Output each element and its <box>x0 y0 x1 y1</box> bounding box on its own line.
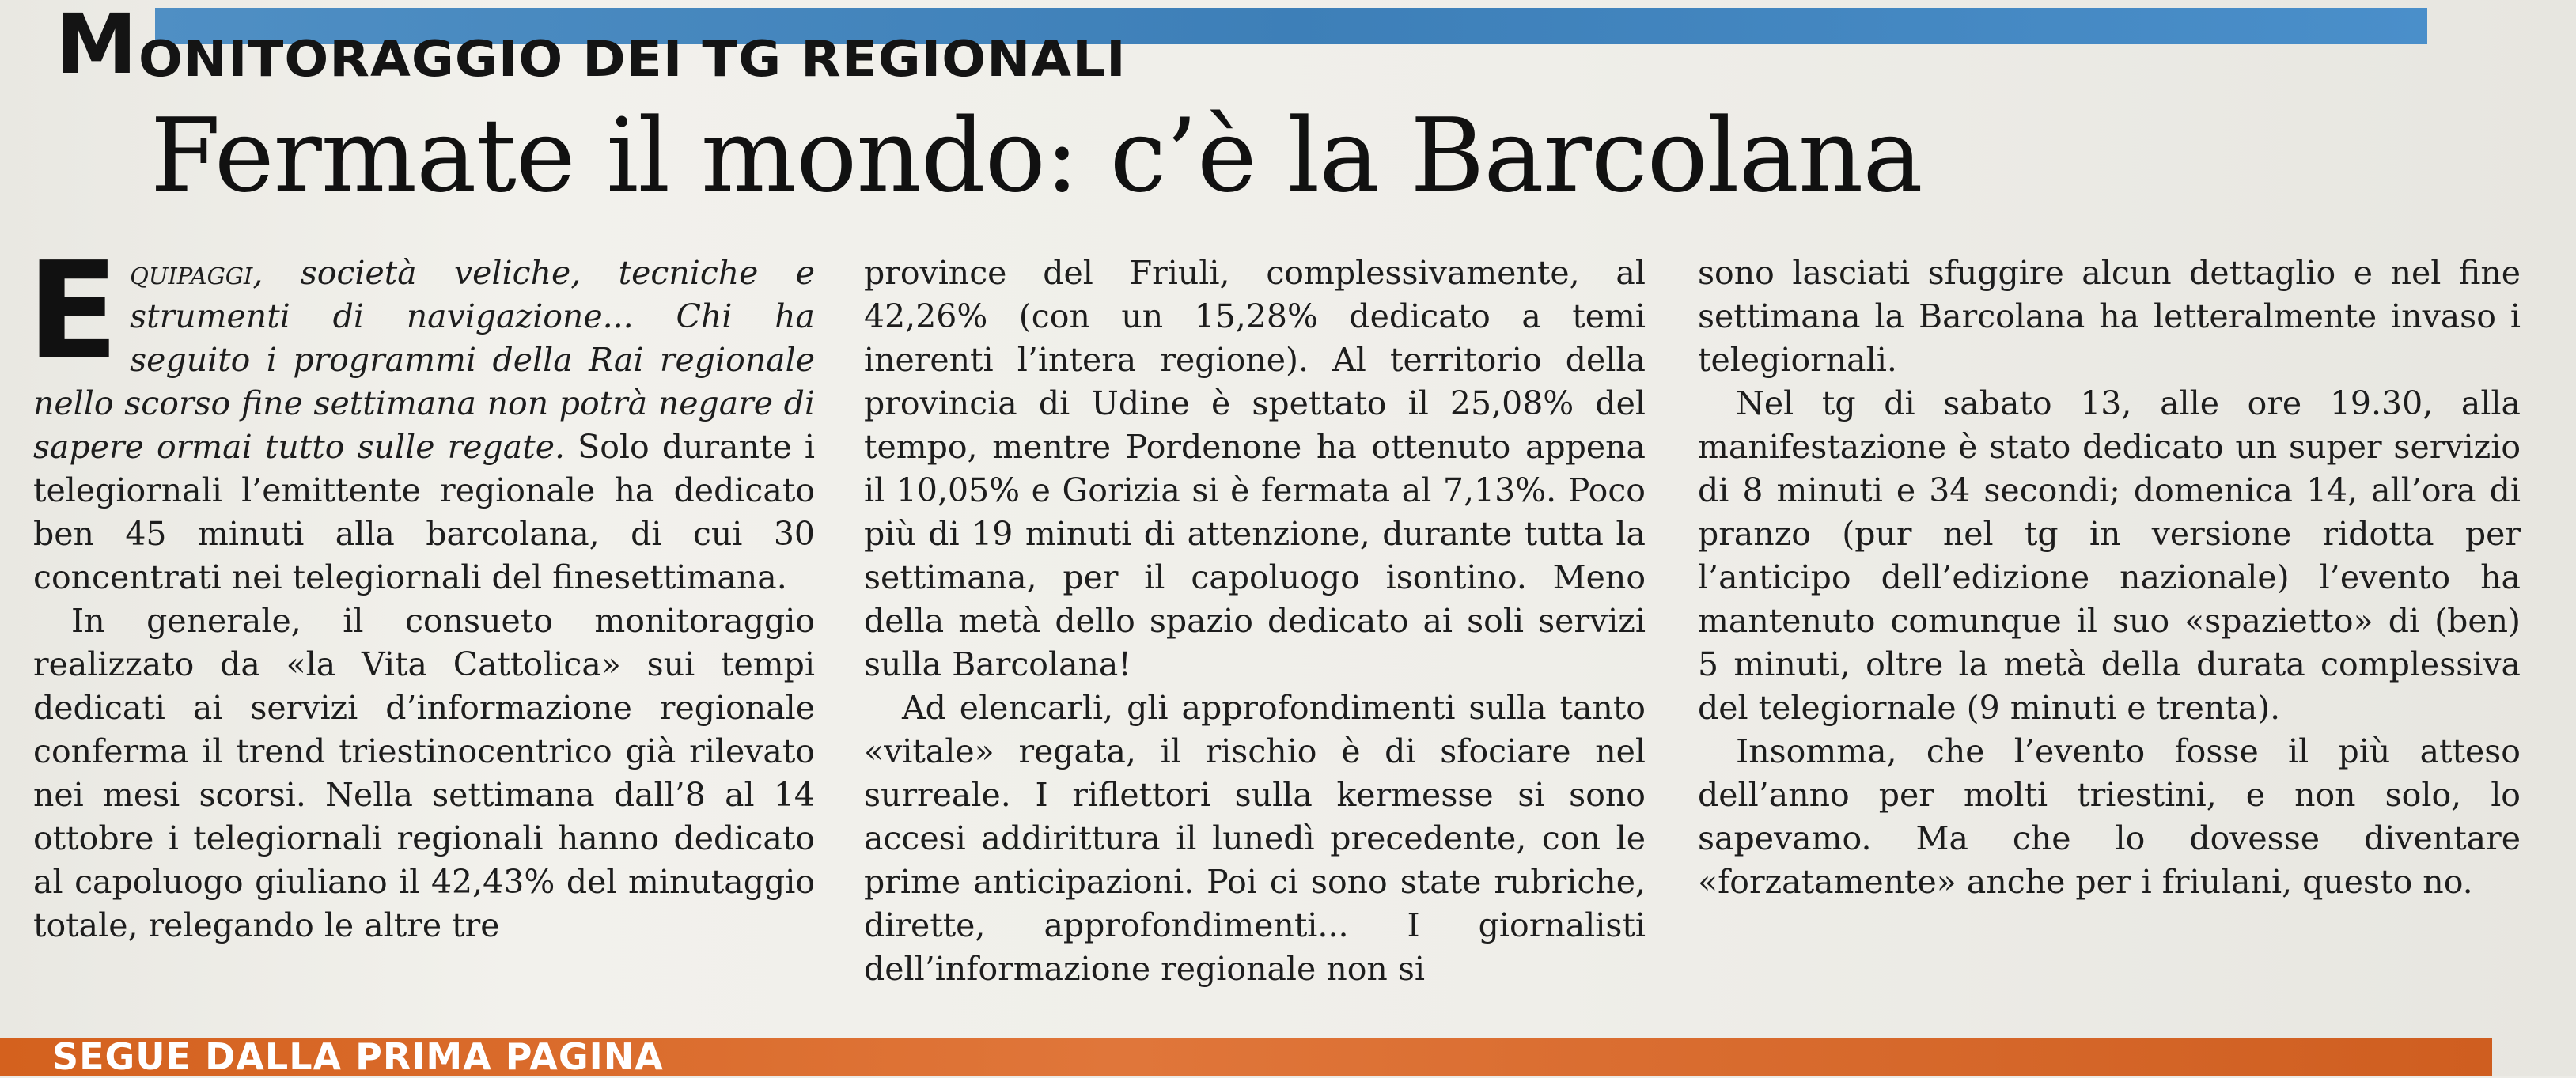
paragraph: sono lasciati sfuggire alcun dettaglio e nel fine settimana la Barcolana ha letteralmente invaso i telegiornali. <box>1698 254 2521 379</box>
article-column-2 <box>864 252 1646 991</box>
paragraph: Ad elencarli, gli approfondimenti sulla tanto «vitale» regata, il rischio è di sfociare nel surreale. I riflettori sulla kermesse si sono accesi addirittura il lunedì precedente, con le prime anticipazioni. Poi ci sono state rubriche, dirette, approfondimenti... I giornalisti dell’informazione regionale non si <box>864 689 1646 988</box>
article-column-1 <box>27 233 816 948</box>
paragraph: Insomma, che l’evento fosse il più atteso dell’anno per molti triestini, e non solo, lo sapevamo. Ma che lo dovesse diventare «forzatamente» anche per i friulani, questo no. <box>1698 732 2521 901</box>
footer-label: SEGUE DALLA PRIMA PAGINA <box>52 1035 664 1078</box>
paragraph: In generale, il consueto monitoraggio realizzato da «la Vita Cattolica» sui tempi dedicati ai servizi d’informazione regionale conferma il trend triestinocentrico già rilevato nei mesi scorsi. Nella settimana dall’8 al 14 ottobre i telegiornali regionali hanno dedicato al capoluogo giuliano il 42,43% del minutaggio totale, relegando le altre tre <box>33 602 815 944</box>
article-column-3 <box>1698 252 2521 904</box>
paragraph <box>27 233 816 600</box>
section-kicker <box>55 0 1127 93</box>
article-headline: Fermate il mondo: c’è la Barcolana <box>150 97 1923 215</box>
kicker-initial: M <box>55 0 138 93</box>
lead-smallcaps: quipaggi, <box>130 254 263 292</box>
paragraph: Nel tg di sabato 13, alle ore 19.30, alla manifestazione è stato dedicato un super servizio di 8 minuti e 34 secondi; domenica 14, all’ora di pranzo (pur nel tg in versione ridotta per l’anticipo dell’edizione nazionale) l’evento ha mantenuto comunque il suo «spazietto» di (ben) 5 minuti, oltre la metà della durata complessiva del telegiornale (9 minuti e trenta). <box>1698 384 2521 727</box>
paragraph-text: Solo durante i telegiornali l’emittente regionale ha dedicato ben 45 minuti alla barcolana, di cui 30 concentrati nei telegiornali del finesettimana. <box>33 428 816 596</box>
paragraph: province del Friuli, complessivamente, al 42,26% (con un 15,28% dedicato a temi inerenti l’intera regione). Al territorio della provincia di Udine è spettato il 25,08% del tempo, mentre Pordenone ha ottenuto appena il 10,05% e Gorizia si è fermata al 7,13%. Poco più di 19 minuti di attenzione, durante tutta la settimana, per il capoluogo isontino. Meno della metà dello spazio dedicato ai soli servizi sulla Barcolana! <box>864 254 1646 683</box>
drop-cap: E <box>27 233 119 390</box>
kicker-rest: ONITORAGGIO DEI TG REGIONALI <box>138 30 1127 88</box>
lead-italic: società veliche, tecniche e strumenti di navigazione... Chi ha seguito i programmi della Rai regionale nello scorso fine settimana non potrà negare di sapere ormai tutto sulle regate. <box>33 254 815 466</box>
